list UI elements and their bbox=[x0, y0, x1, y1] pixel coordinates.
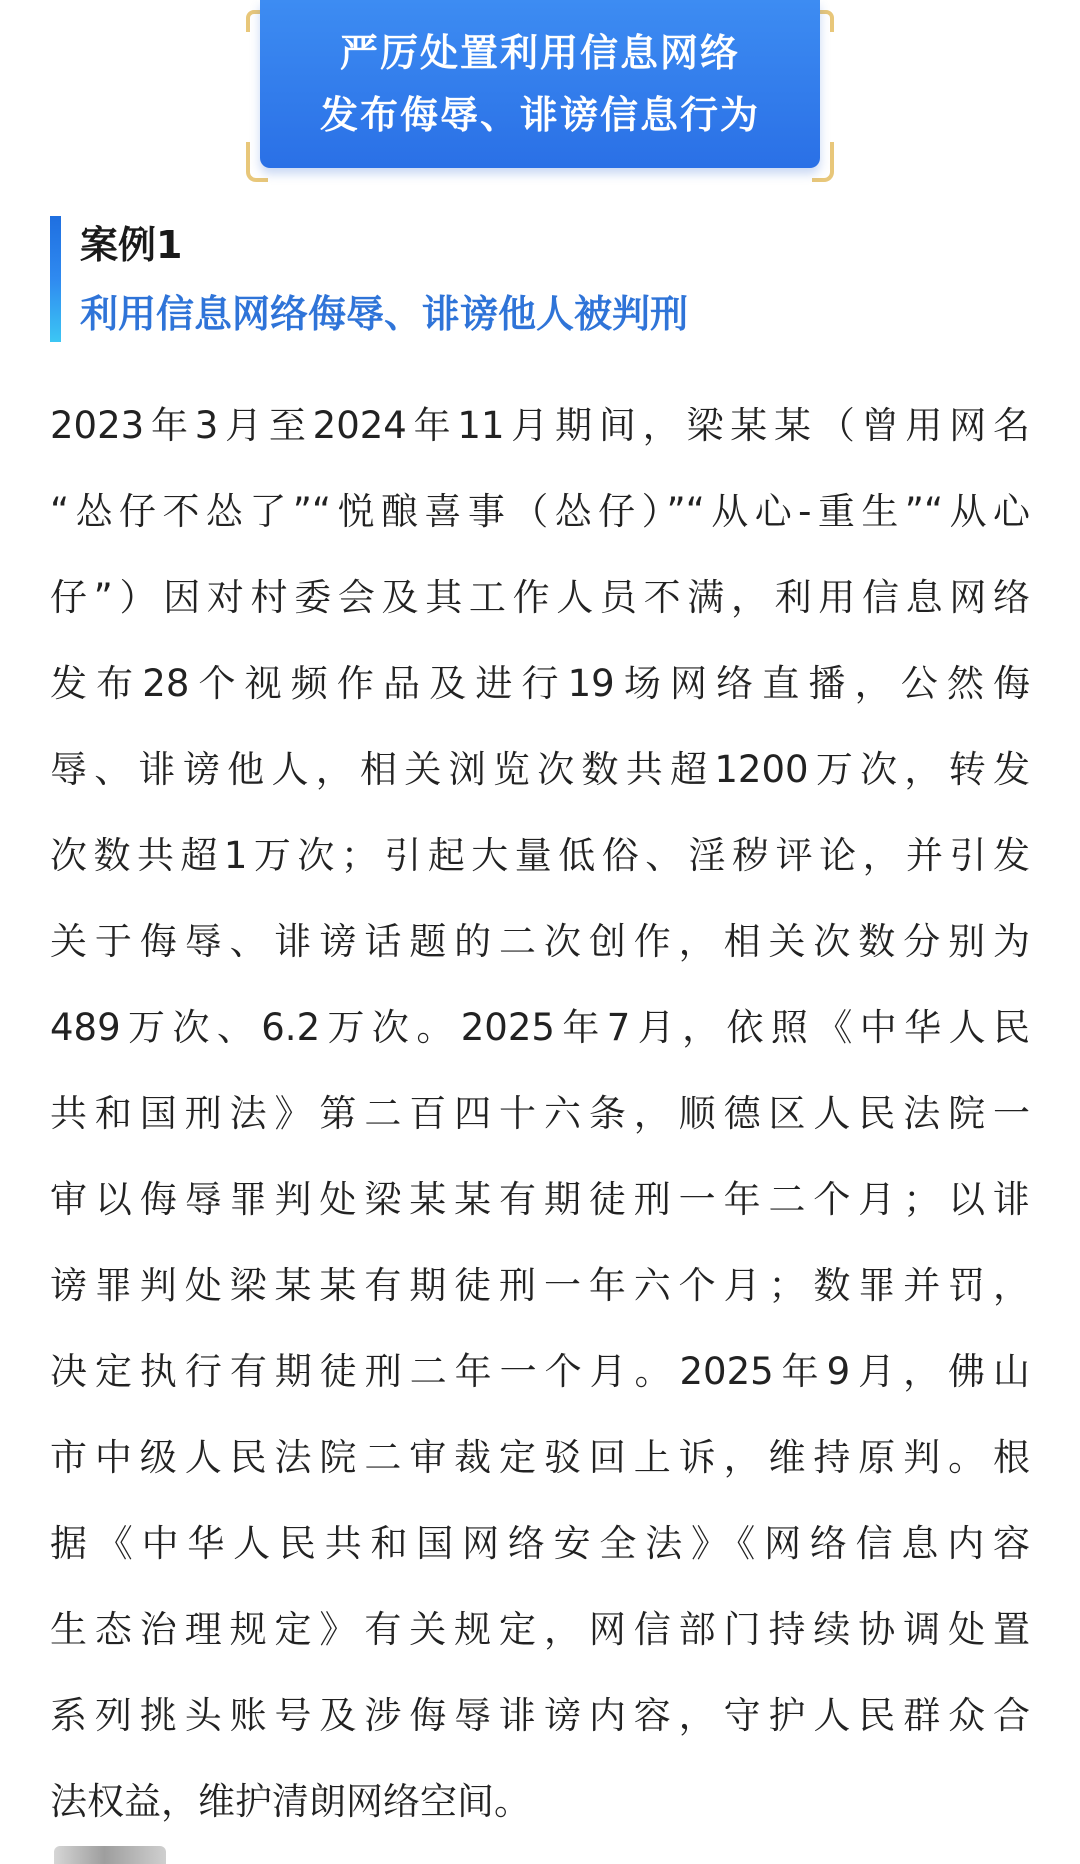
body-line: 共和国刑法》第二百四十六条，顺德区人民法院一 bbox=[50, 1092, 1030, 1135]
body-line: 系列挑头账号及涉侮辱诽谤内容，守护人民群众合 bbox=[50, 1694, 1030, 1737]
body-line: 决定执行有期徒刑二年一个月。2025年9月，佛山 bbox=[50, 1350, 1030, 1393]
body-line: 发布28个视频作品及进行19场网络直播，公然侮 bbox=[50, 662, 1030, 705]
blurred-avatar-image bbox=[54, 1846, 166, 1864]
body-line: 审以侮辱罪判处梁某某有期徒刑一年二个月；以诽 bbox=[50, 1178, 1030, 1221]
case-subtitle: 利用信息网络侮辱、诽谤他人被判刑 bbox=[80, 292, 689, 336]
body-line: 谤罪判处梁某某有期徒刑一年六个月；数罪并罚， bbox=[50, 1264, 1030, 1307]
body-line: 法权益，维护清朗网络空间。 bbox=[50, 1780, 531, 1823]
banner-box bbox=[260, 0, 820, 168]
body-line: 生态治理规定》有关规定，网信部门持续协调处置 bbox=[50, 1608, 1030, 1651]
body-line: “怂仔不怂了”“悦酿喜事（怂仔）”“从心-重生”“从心 bbox=[50, 490, 1030, 533]
case-accent-bar bbox=[50, 216, 61, 342]
body-line: 市中级人民法院二审裁定驳回上诉，维持原判。根 bbox=[50, 1436, 1030, 1479]
banner-title-line-1: 严厉处置利用信息网络 bbox=[339, 31, 740, 75]
body-line: 489万次、6.2万次。2025年7月，依照《中华人民 bbox=[50, 1006, 1030, 1049]
case-label: 案例1 bbox=[80, 223, 183, 267]
body-line: 辱、诽谤他人，相关浏览次数共超1200万次，转发 bbox=[50, 748, 1030, 791]
title-banner bbox=[246, 0, 834, 182]
body-line: 关于侮辱、诽谤话题的二次创作，相关次数分别为 bbox=[50, 920, 1030, 963]
body-line: 据《中华人民共和国网络安全法》《网络信息内容 bbox=[50, 1522, 1030, 1565]
body-line: 2023年3月至2024年11月期间，梁某某（曾用网名 bbox=[50, 404, 1030, 447]
case-heading bbox=[50, 216, 1030, 344]
body-line: 次数共超1万次；引起大量低俗、淫秽评论，并引发 bbox=[50, 834, 1030, 877]
banner-title-line-2: 发布侮辱、诽谤信息行为 bbox=[319, 93, 760, 137]
article-body bbox=[50, 383, 1030, 1845]
body-line: 仔”）因对村委会及其工作人员不满，利用信息网络 bbox=[50, 576, 1030, 619]
